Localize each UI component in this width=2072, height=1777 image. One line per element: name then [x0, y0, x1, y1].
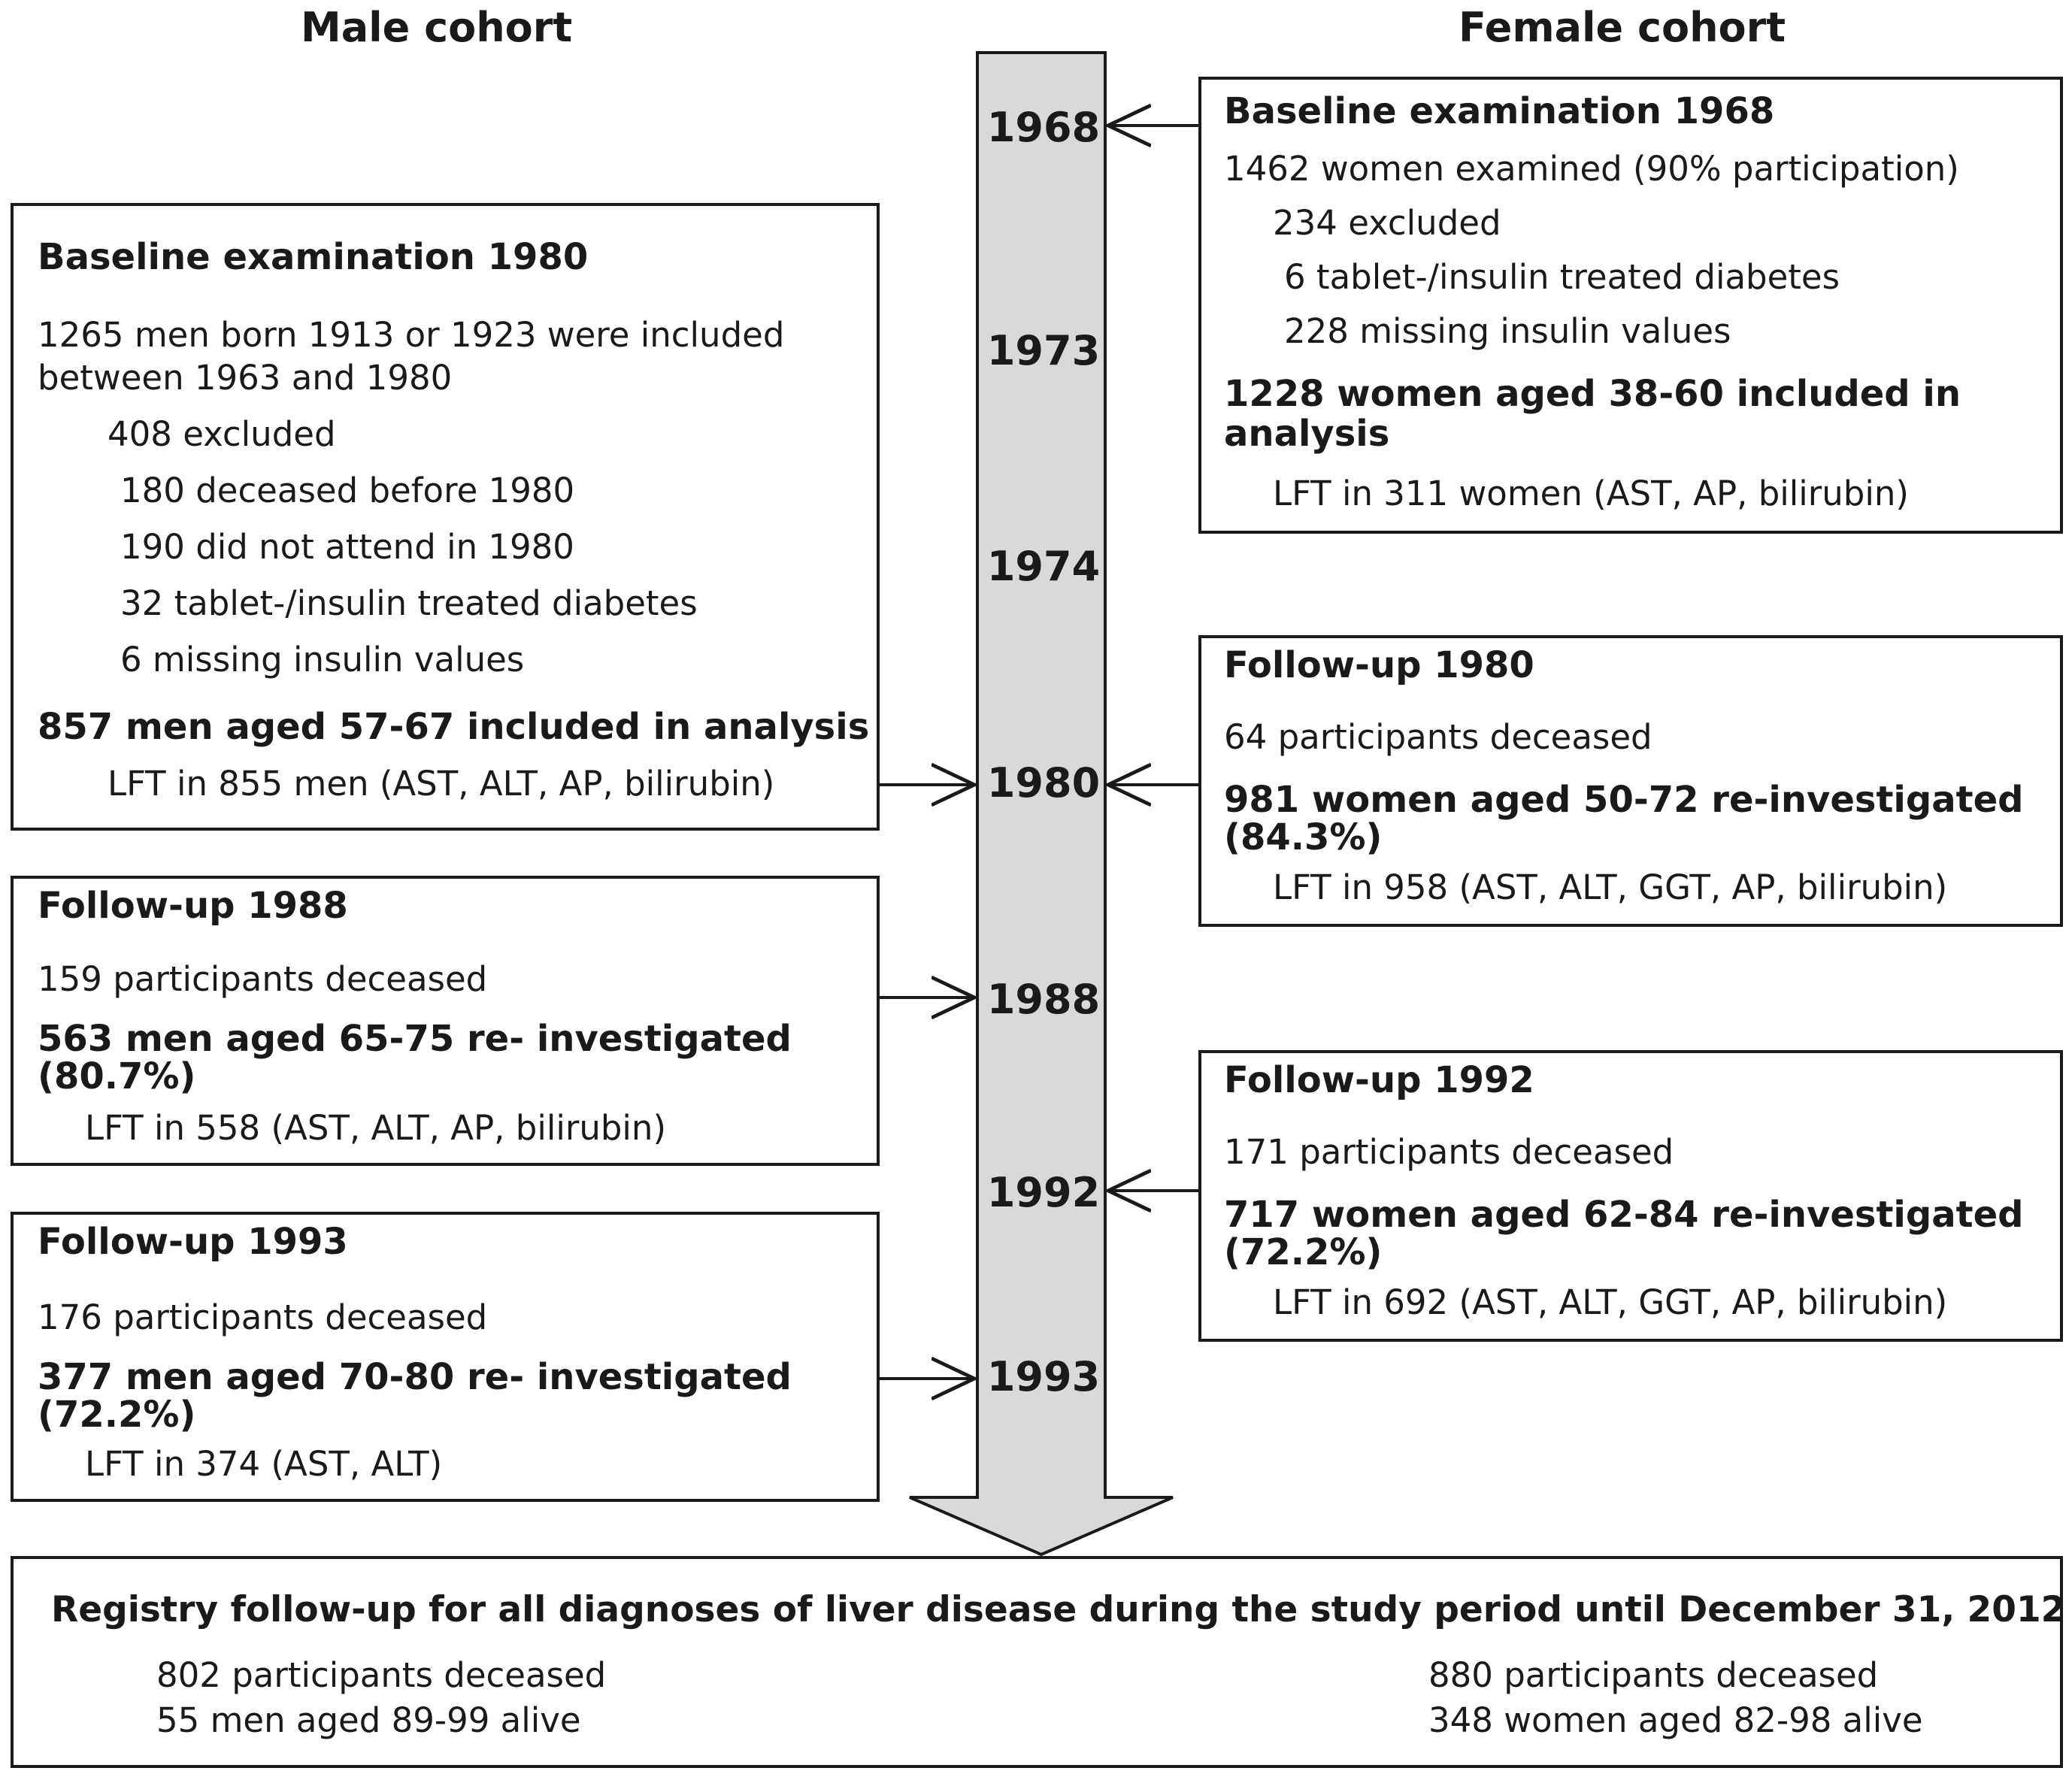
- male-1988-deceased: 159 participants deceased: [38, 959, 488, 999]
- male-1993-reinvestigated: 377 men aged 70-80 re- investigated: [38, 1356, 792, 1398]
- registry-box: [11, 1556, 2066, 1768]
- male-baseline-line1: 1265 men born 1913 or 1923 were included: [38, 315, 785, 355]
- male-1993-percent: (72.2%): [38, 1394, 196, 1436]
- female-examined: 1462 women examined (90% participation): [1224, 149, 1959, 189]
- male-baseline-title: Baseline examination 1980: [38, 236, 589, 278]
- male-baseline-box: [11, 203, 880, 831]
- year-1980: 1980: [986, 759, 1101, 807]
- female-baseline-box: [1198, 77, 2063, 534]
- male-followup-1993-box: [11, 1212, 880, 1502]
- male-1988-reinvestigated: 563 men aged 65-75 re- investigated: [38, 1018, 792, 1060]
- male-1988-percent: (80.7%): [38, 1055, 196, 1097]
- female-included-line1: 1228 women aged 38-60 included in: [1224, 373, 1961, 415]
- registry-female-alive: 348 women aged 82-98 alive: [1428, 1700, 1923, 1740]
- male-excluded-3: 32 tablet-/insulin treated diabetes: [120, 583, 698, 623]
- female-cohort-header: Female cohort: [1459, 4, 1786, 51]
- male-cohort-header: Male cohort: [301, 4, 573, 51]
- female-1992-deceased: 171 participants deceased: [1224, 1132, 1674, 1172]
- female-baseline-lft: LFT in 311 women (AST, AP, bilirubin): [1273, 474, 1909, 513]
- female-1980-lft: LFT in 958 (AST, ALT, GGT, AP, bilirubin): [1273, 867, 1948, 907]
- registry-male-deceased: 802 participants deceased: [156, 1655, 607, 1695]
- male-excluded-1: 180 deceased before 1980: [120, 471, 575, 510]
- female-1980-deceased: 64 participants deceased: [1224, 717, 1652, 757]
- male-1993-deceased: 176 participants deceased: [38, 1297, 488, 1337]
- female-1980-reinvestigated: 981 women aged 50-72 re-investigated: [1224, 779, 2024, 821]
- female-excluded: 234 excluded: [1273, 203, 1501, 243]
- year-1974: 1974: [986, 543, 1101, 590]
- female-excluded-2: 228 missing insulin values: [1284, 311, 1731, 351]
- female-1992-percent: (72.2%): [1224, 1231, 1383, 1273]
- female-1992-lft: LFT in 692 (AST, ALT, GGT, AP, bilirubin): [1273, 1282, 1948, 1322]
- female-followup-1980-box: [1198, 635, 2063, 927]
- female-1992-reinvestigated: 717 women aged 62-84 re-investigated: [1224, 1194, 2024, 1236]
- male-followup-1988-box: [11, 876, 880, 1166]
- female-excluded-1: 6 tablet-/insulin treated diabetes: [1284, 257, 1840, 297]
- registry-male-alive: 55 men aged 89-99 alive: [156, 1700, 581, 1740]
- male-excluded: 408 excluded: [108, 414, 336, 454]
- male-baseline-lft: LFT in 855 men (AST, ALT, AP, bilirubin): [108, 764, 775, 804]
- year-1993: 1993: [986, 1353, 1101, 1400]
- male-baseline-line2: between 1963 and 1980: [38, 358, 453, 398]
- registry-title: Registry follow-up for all diagnoses of liver disease during the study period until December 31, 2012: [51, 1589, 2066, 1630]
- female-1980-title: Follow-up 1980: [1224, 644, 1534, 686]
- year-1968: 1968: [986, 104, 1101, 151]
- female-followup-1992-box: [1198, 1050, 2063, 1342]
- male-1993-title: Follow-up 1993: [38, 1221, 348, 1263]
- male-1993-lft: LFT in 374 (AST, ALT): [85, 1444, 443, 1484]
- female-1992-title: Follow-up 1992: [1224, 1059, 1534, 1101]
- male-excluded-4: 6 missing insulin values: [120, 640, 525, 680]
- female-included-line2: analysis: [1224, 413, 1390, 455]
- male-1988-lft: LFT in 558 (AST, ALT, AP, bilirubin): [85, 1108, 666, 1148]
- year-1988: 1988: [986, 976, 1101, 1023]
- female-1980-percent: (84.3%): [1224, 816, 1383, 858]
- male-included: 857 men aged 57-67 included in analysis: [38, 706, 870, 748]
- year-1992: 1992: [986, 1169, 1101, 1216]
- registry-female-deceased: 880 participants deceased: [1428, 1655, 1879, 1695]
- male-excluded-2: 190 did not attend in 1980: [120, 527, 574, 567]
- male-1988-title: Follow-up 1988: [38, 885, 348, 927]
- female-baseline-title: Baseline examination 1968: [1224, 90, 1775, 132]
- year-1973: 1973: [986, 327, 1101, 374]
